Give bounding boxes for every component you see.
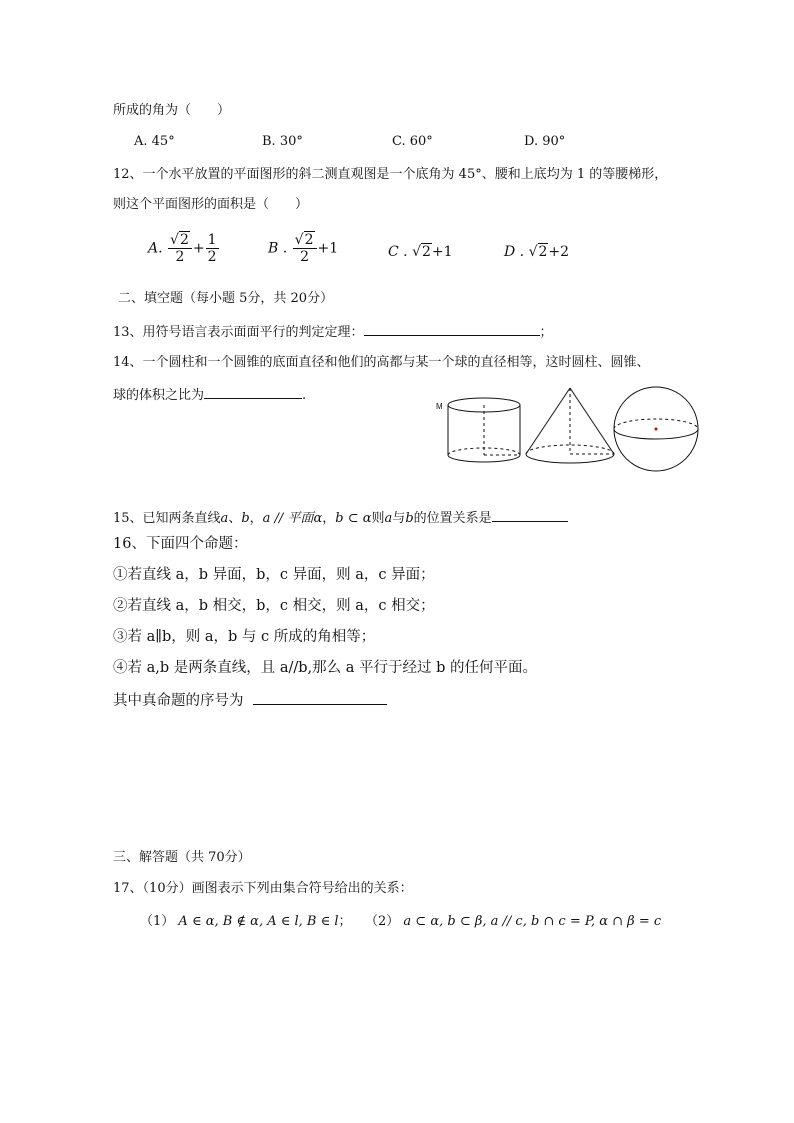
q12-a-fraction1: $\frac{√2}{2}$: [168, 232, 192, 265]
q16-intro: 16、下面四个命题：: [113, 536, 248, 552]
q15-tail: 的位置关系是: [413, 511, 492, 526]
q15-line: [113, 508, 568, 528]
q16-item-1: ①若直线 a，b 异面，b，c 异面，则 a，c 异面；: [113, 567, 435, 583]
q14-line1: 14、一个圆柱和一个圆锥的底面直径和他们的高都与某一个球的直径相等，这时圆柱、圆锥、: [113, 355, 650, 370]
q16-item-2: ②若直线 a，b 相交，b，c 相交，则 a，c 相交；: [113, 598, 435, 614]
q14-line2: [113, 385, 306, 405]
q15-and: 与: [392, 511, 406, 526]
q12-a-plus: +: [192, 240, 205, 257]
q15-sep3: ，: [322, 511, 336, 526]
q12-d-label: D .: [504, 244, 525, 260]
q13-answer-blank[interactable]: [364, 322, 540, 336]
q12-b-den: 2: [300, 249, 310, 265]
q15-b2: b: [405, 511, 414, 526]
q11-stem-tail: 所成的角为（ ）: [113, 103, 231, 118]
q17-part2: a ⊂ α, b ⊂ β, a // c, b ∩ c = P, α ∩ β = c: [403, 914, 662, 929]
q11-option-a: A. 45°: [134, 134, 175, 149]
q17-part2-line: [365, 913, 661, 931]
q12-option-b: [268, 232, 338, 265]
q12-a-den: 2: [175, 249, 185, 265]
q12-b-fraction: $\frac{√2}{2}$: [293, 232, 317, 265]
q12-c-sqrt: 2: [422, 244, 431, 260]
cone-figure: [526, 388, 614, 463]
q12-b-sqrt: 2: [304, 232, 314, 248]
q17-part2-label: （2）: [365, 914, 400, 929]
q14-figure: [430, 382, 730, 482]
q12-b-tail: +1: [317, 240, 339, 257]
q12-a-label: A.: [148, 240, 163, 257]
q13-end: ；: [539, 325, 553, 340]
q12-a-fraction2: [206, 232, 219, 265]
q17-parts: [140, 913, 352, 931]
section2-title: 二、填空题（每小题 5分，共 20分）: [118, 291, 334, 306]
q12-line1: 12、一个水平放置的平面图形的斜二测直观图是一个底角为 45°、腰和上底均为 1 的等腰梯形，: [113, 167, 668, 182]
q12-option-a: [148, 232, 220, 265]
q13-line: [113, 322, 553, 342]
q16-item-3: ③若 a∥b，则 a，b 与 c 所成的角相等；: [113, 629, 376, 645]
sphere-center-dot: [655, 428, 658, 431]
q17-part1-end: ；: [338, 914, 352, 929]
q15-answer-blank[interactable]: [492, 508, 568, 522]
q15-a2: a: [384, 511, 393, 526]
q15-rel1: a // 平面: [262, 511, 314, 526]
q15-prefix: 15、已知两条直线: [113, 511, 221, 526]
q17-part1-label: （1）: [140, 914, 175, 929]
q12-a-den2: 2: [207, 249, 217, 265]
q12-d-sqrt: 2: [538, 244, 548, 260]
q12-d-tail: +2: [548, 244, 570, 260]
q11-option-b: B. 30°: [262, 134, 303, 149]
q11-option-d: D. 90°: [524, 134, 566, 149]
q15-sep2: ，: [249, 511, 263, 526]
q16-answer-blank[interactable]: [253, 691, 387, 705]
q15-b: b: [241, 511, 250, 526]
q12-line2: 则这个平面图形的面积是（ ）: [113, 197, 309, 212]
q14-figure-label-m: M: [436, 402, 443, 411]
q12-c-label: C .: [388, 244, 408, 260]
q12-b-label: B .: [268, 240, 288, 257]
q14-answer-blank[interactable]: [204, 385, 302, 399]
q11-option-c: C. 60°: [392, 134, 433, 149]
q12-c-tail: +1: [431, 244, 453, 260]
q15-sep1: 、: [228, 511, 242, 526]
q16-item-4: ④若 a,b 是两条直线，且 a//b,那么 a 平行于经过 b 的任何平面。: [113, 660, 538, 676]
q16-answer-line: [113, 691, 387, 710]
q12-a-sqrt: 2: [179, 232, 189, 248]
q14-text2: 球的体积之比为: [113, 388, 205, 403]
q15-a: a: [220, 511, 229, 526]
q12-option-c: C . √2+1: [388, 244, 453, 260]
q15-then: 则: [371, 511, 385, 526]
q15-rel2: b ⊂ α: [335, 511, 372, 526]
q15-alpha: α: [313, 511, 323, 526]
q17-stem: 17、（10分）画图表示下列由集合符号给出的关系：: [113, 881, 413, 896]
q16-answer-prompt: 其中真命题的序号为: [113, 693, 244, 709]
q14-end: .: [302, 388, 307, 403]
q13-text: 13、用符号语言表示面面平行的判定定理：: [113, 325, 364, 340]
q17-part1: A ∈ α, B ∉ α, A ∈ l, B ∈ l: [178, 914, 339, 929]
q12-a-num2: 1: [207, 232, 217, 248]
section3-title: 三、解答题（共 70分）: [113, 850, 251, 865]
cylinder-figure: [448, 398, 520, 462]
q12-option-d: D . √2+2: [504, 244, 570, 260]
